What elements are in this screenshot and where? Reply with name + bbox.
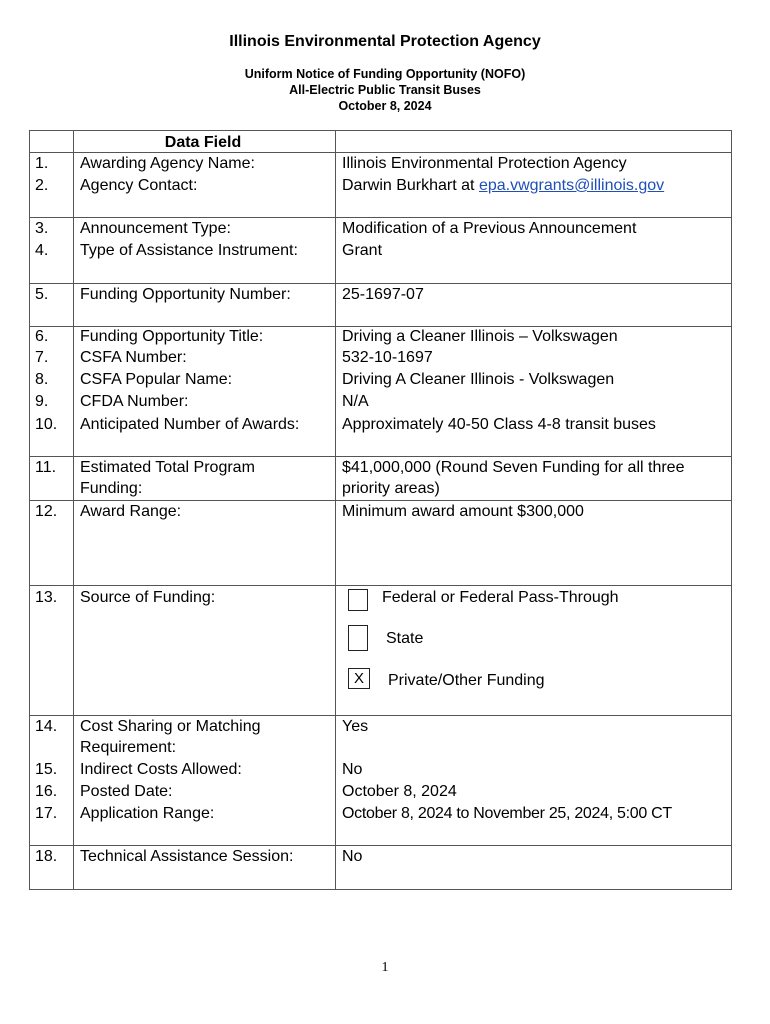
- field-label: Awarding Agency Name:: [80, 155, 255, 172]
- field-label: Posted Date:: [80, 783, 173, 800]
- row-number: 4.: [35, 242, 49, 259]
- field-value: No: [342, 848, 363, 865]
- field-label: Type of Assistance Instrument:: [80, 242, 298, 259]
- funding-state-label: State: [386, 630, 424, 647]
- field-label-line: Funding:: [80, 480, 143, 497]
- row-number: 18.: [35, 848, 58, 865]
- page-number: 1: [381, 960, 389, 975]
- funding-private-label: Private/Other Funding: [388, 672, 545, 689]
- field-value-line: $41,000,000 (Round Seven Funding for all three: [342, 459, 685, 476]
- row-number: 6.: [35, 328, 49, 345]
- field-value: [342, 175, 727, 196]
- row-number: 13.: [35, 589, 58, 606]
- table-header-data-field: Data Field: [164, 134, 242, 151]
- field-label: Anticipated Number of Awards:: [80, 416, 300, 433]
- field-value: Driving a Cleaner Illinois – Volkswagen: [342, 328, 618, 345]
- document-title: Illinois Environmental Protection Agency: [229, 33, 541, 50]
- field-value: October 8, 2024: [342, 783, 457, 800]
- field-value: N/A: [342, 393, 369, 410]
- field-label: [80, 716, 330, 758]
- field-label: Source of Funding:: [80, 589, 216, 606]
- subtitle-line: October 8, 2024: [338, 99, 432, 113]
- field-value: Yes: [342, 718, 369, 735]
- field-value: Minimum award amount $300,000: [342, 503, 584, 520]
- field-label: Announcement Type:: [80, 220, 231, 237]
- document-subtitle: [0, 66, 770, 114]
- row-number: 1.: [35, 155, 49, 172]
- field-label: Award Range:: [80, 503, 182, 520]
- field-label: Agency Contact:: [80, 177, 198, 194]
- funding-private-checkbox[interactable]: X: [348, 668, 370, 689]
- subtitle-line: Uniform Notice of Funding Opportunity (NOFO): [244, 67, 526, 81]
- field-value: Grant: [342, 242, 383, 259]
- funding-federal-checkbox[interactable]: [348, 589, 368, 611]
- field-value: [342, 457, 727, 499]
- row-number: 10.: [35, 416, 58, 433]
- field-value: Illinois Environmental Protection Agency: [342, 155, 627, 172]
- field-value: Driving A Cleaner Illinois - Volkswagen: [342, 371, 615, 388]
- contact-email-link[interactable]: epa.vwgrants@illinois.gov: [478, 177, 665, 194]
- funding-state-checkbox[interactable]: [348, 625, 368, 651]
- field-label: Funding Opportunity Title:: [80, 328, 264, 345]
- contact-name: Darwin Burkhart at: [342, 177, 479, 194]
- field-value: Modification of a Previous Announcement: [342, 220, 637, 237]
- funding-federal-label: Federal or Federal Pass-Through: [382, 589, 619, 606]
- data-field-table: [29, 130, 732, 890]
- row-number: 5.: [35, 286, 49, 303]
- field-value-line: priority areas): [342, 480, 440, 497]
- field-label: Indirect Costs Allowed:: [80, 761, 242, 778]
- subtitle-line: All-Electric Public Transit Buses: [289, 83, 481, 97]
- field-value: Approximately 40-50 Class 4-8 transit buses: [342, 416, 656, 433]
- row-number: 7.: [35, 349, 49, 366]
- row-number: 9.: [35, 393, 49, 410]
- row-number: 3.: [35, 220, 49, 237]
- row-number: 2.: [35, 177, 49, 194]
- row-number: 11.: [35, 459, 57, 476]
- field-label-line: Cost Sharing or Matching: [80, 718, 261, 735]
- row-number: 8.: [35, 371, 49, 388]
- field-label: CSFA Number:: [80, 349, 187, 366]
- field-label: [80, 457, 330, 499]
- row-number: 14.: [35, 718, 58, 735]
- field-label: CFDA Number:: [80, 393, 189, 410]
- field-label: Application Range:: [80, 805, 215, 822]
- row-number: 12.: [35, 503, 58, 520]
- row-number: 16.: [35, 783, 58, 800]
- field-label-line: Requirement:: [80, 739, 177, 756]
- field-value: No: [342, 761, 363, 778]
- field-label: Technical Assistance Session:: [80, 848, 294, 865]
- field-label: Funding Opportunity Number:: [80, 286, 291, 303]
- row-number: 15.: [35, 761, 58, 778]
- field-value: 25-1697-07: [342, 286, 424, 303]
- field-label: CSFA Popular Name:: [80, 371, 233, 388]
- row-number: 17.: [35, 805, 58, 822]
- field-value: 532-10-1697: [342, 349, 433, 366]
- field-value: October 8, 2024 to November 25, 2024, 5:00 CT: [342, 805, 672, 822]
- field-label-line: Estimated Total Program: [80, 459, 255, 476]
